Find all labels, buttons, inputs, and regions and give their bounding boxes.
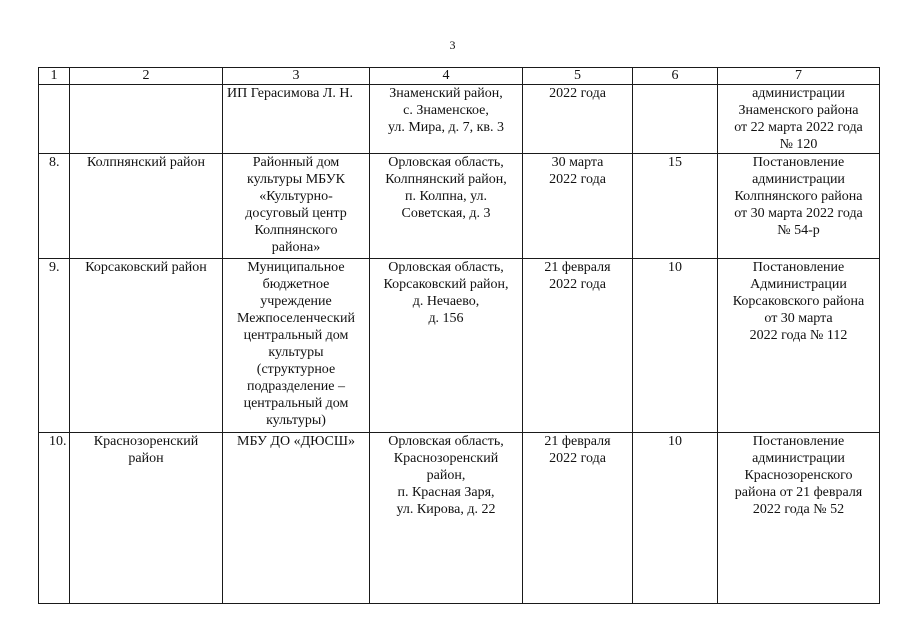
cell-text: Краснозоренский — [393, 451, 499, 466]
registry-table — [38, 67, 880, 604]
cell-text: культуры — [268, 345, 324, 360]
address-cell — [370, 85, 523, 154]
date-cell — [523, 433, 633, 604]
page-number: 3 — [449, 38, 456, 52]
cell-text: от 30 марта — [764, 311, 833, 326]
cell-text: Колпнянский район, — [385, 172, 507, 187]
cell-text: Корсаковский район — [85, 260, 207, 275]
table-row — [39, 259, 880, 433]
cell-text: (структурное — [256, 362, 336, 377]
cell-text: культуры МБУК — [247, 172, 345, 187]
cell-text: района от 21 февраля — [734, 485, 863, 500]
cell-text: Знаменский район, — [389, 86, 503, 101]
cell-text: д. Нечаево, — [412, 294, 480, 309]
cell-text: досуговый центр — [245, 206, 347, 221]
cell-text: администрации — [752, 172, 845, 187]
document-cell — [718, 259, 880, 433]
cell-text: от 30 марта 2022 года — [734, 206, 863, 221]
row-number-cell: 10. — [39, 433, 70, 604]
count-cell — [633, 85, 718, 154]
cell-text: Постановление — [752, 155, 845, 170]
cell-text: Краснозоренского — [744, 468, 853, 483]
cell-text: с. Знаменское, — [403, 103, 489, 118]
cell-text: МБУ ДО «ДЮСШ» — [237, 434, 355, 449]
cell-text: Районный дом — [252, 155, 340, 170]
document-cell — [718, 433, 880, 604]
cell-text: подразделение – — [247, 379, 345, 394]
cell-text: 2022 года — [549, 172, 606, 187]
cell-text: Колпнянский район — [86, 155, 206, 170]
row-number-cell — [39, 85, 70, 154]
institution-cell — [223, 85, 370, 154]
column-header: 3 — [223, 68, 370, 85]
count-cell: 15 — [633, 154, 718, 259]
cell-text: Орловская область, — [388, 155, 504, 170]
address-cell — [370, 433, 523, 604]
cell-text: 21 февраля — [544, 260, 611, 275]
cell-text: Постановление — [752, 260, 845, 275]
cell-text: п. Красная Заря, — [397, 485, 495, 500]
district-cell — [70, 433, 223, 604]
cell-text: администрации — [752, 86, 845, 101]
column-header: 6 — [633, 68, 718, 85]
address-cell — [370, 259, 523, 433]
cell-text: Корсаковского района — [732, 294, 865, 309]
cell-text: Орловская область, — [388, 434, 504, 449]
cell-text: центральный дом — [243, 396, 349, 411]
district-cell — [70, 85, 223, 154]
cell-text: 21 февраля — [544, 434, 611, 449]
cell-text: Знаменского района — [738, 103, 859, 118]
cell-text: администрации — [752, 451, 845, 466]
institution-cell — [223, 433, 370, 604]
date-cell — [523, 259, 633, 433]
cell-text: 2022 года — [549, 86, 606, 101]
cell-text: Муниципальное — [247, 260, 345, 275]
cell-text: Корсаковский район, — [383, 277, 509, 292]
cell-text: район, — [426, 468, 466, 483]
count-cell: 10 — [633, 433, 718, 604]
column-header: 5 — [523, 68, 633, 85]
cell-text: Орловская область, — [388, 260, 504, 275]
cell-text: п. Колпна, ул. — [404, 189, 487, 204]
cell-text: района» — [271, 240, 321, 255]
date-cell — [523, 154, 633, 259]
cell-text: от 22 марта 2022 года — [734, 120, 863, 135]
cell-text: район — [128, 451, 164, 466]
table-row — [39, 154, 880, 259]
district-cell — [70, 259, 223, 433]
cell-text: 2022 года — [549, 451, 606, 466]
district-cell — [70, 154, 223, 259]
table-header-row — [39, 68, 880, 85]
institution-cell — [223, 259, 370, 433]
cell-text: ул. Мира, д. 7, кв. 3 — [387, 120, 505, 135]
cell-text: Колпнянского — [254, 223, 338, 238]
cell-text: 2022 года № 112 — [749, 328, 848, 343]
cell-text: «Культурно- — [259, 189, 333, 204]
cell-text: Советская, д. 3 — [401, 206, 491, 221]
table-row — [39, 433, 880, 604]
row-number-cell: 9. — [39, 259, 70, 433]
cell-text: Колпнянского района — [734, 189, 863, 204]
cell-text: 30 марта — [551, 155, 604, 170]
column-header: 7 — [718, 68, 880, 85]
address-cell — [370, 154, 523, 259]
cell-text: бюджетное — [262, 277, 330, 292]
cell-text: № 54-р — [777, 223, 820, 238]
cell-text: Межпоселенческий — [237, 311, 355, 326]
cell-text: Администрации — [750, 277, 847, 292]
document-cell — [718, 154, 880, 259]
cell-text: 2022 года — [549, 277, 606, 292]
column-header: 2 — [70, 68, 223, 85]
cell-text: культуры) — [266, 413, 326, 428]
cell-text: д. 156 — [428, 311, 464, 326]
cell-text: центральный дом — [243, 328, 349, 343]
cell-text: Постановление — [752, 434, 845, 449]
table-row — [39, 85, 880, 154]
count-cell: 10 — [633, 259, 718, 433]
row-number-cell: 8. — [39, 154, 70, 259]
column-header: 1 — [39, 68, 70, 85]
column-header: 4 — [370, 68, 523, 85]
cell-text: № 120 — [779, 137, 818, 152]
institution-cell — [223, 154, 370, 259]
cell-text: ул. Кирова, д. 22 — [396, 502, 496, 517]
cell-text: учреждение — [260, 294, 332, 309]
cell-text: ИП Герасимова Л. Н. — [227, 86, 353, 101]
cell-text: 2022 года № 52 — [752, 502, 845, 517]
document-cell — [718, 85, 880, 154]
date-cell — [523, 85, 633, 154]
cell-text: Краснозоренский — [93, 434, 199, 449]
